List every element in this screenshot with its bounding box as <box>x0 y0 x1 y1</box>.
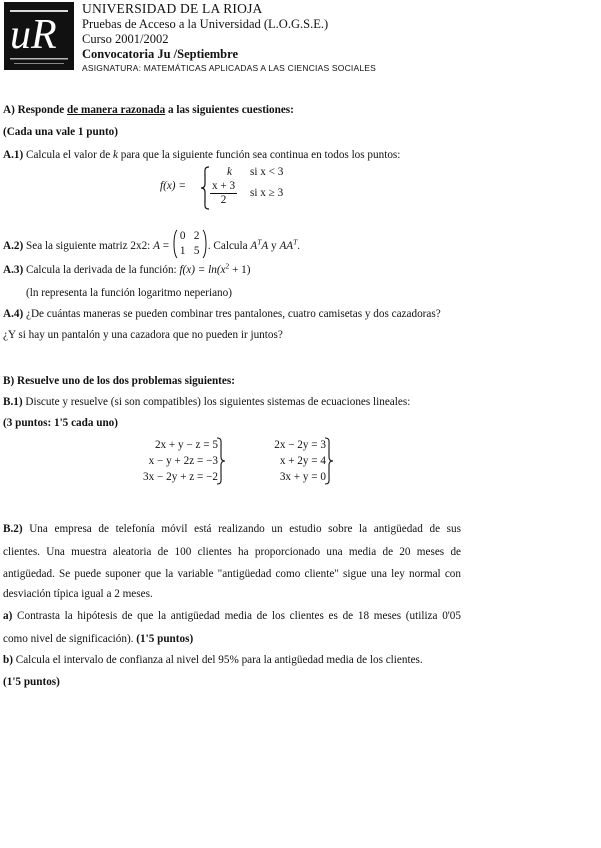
piece1-cond: si x < 3 <box>250 166 284 178</box>
b2-part-a-line1: a) Contrasta la hipótesis de que la antigüedad media de los clientes es de 18 meses (utiliza 0'05 <box>3 610 461 622</box>
system1-eq1: 2x + y − z = 5 <box>154 439 218 451</box>
piece2-fraction: $\frac{x + 3}{2}$ <box>212 180 236 206</box>
system2-eq2: x + 2y = 4 <box>279 455 326 467</box>
question-a1: A.1) Calcula el valor de k para que la siguiente función sea continua en todos los puntos: <box>3 149 401 161</box>
university-logo <box>4 2 74 70</box>
system1-eq3: 3x − 2y + z = −2 <box>143 471 218 483</box>
question-b2-line1: B.2) Una empresa de telefonía móvil está realizando un estudio sobre la antigüedad de sus <box>3 523 461 535</box>
question-a2: A.2) Sea la siguiente matriz 2x2: A = 0 2 1 5 . Calcula $A^TA$ y $AA^T$. <box>3 230 301 257</box>
section-b-heading: B) Resuelve uno de los dos problemas siguientes: <box>3 375 235 387</box>
a3-note: (ln representa la función logaritmo neperiano) <box>26 287 232 299</box>
equation-system-1 <box>118 437 218 485</box>
question-b2-line4: desviación típica igual a 2 meses. <box>3 588 153 600</box>
logo-letters: uR <box>10 12 57 58</box>
header-block <box>82 1 592 74</box>
question-a4-line1: A.4) ¿De cuántas maneras se pueden combinar tres pantalones, cuatro camisetas y dos cazadoras? <box>3 308 441 320</box>
piecewise-function <box>160 166 320 210</box>
question-b2-line2: clientes. Una muestra aleatoria de 100 clientes ha proporcionado una media de 20 meses de <box>3 546 461 558</box>
exam-name: Pruebas de Acceso a la Universidad (L.O.G.S.E.) <box>82 17 329 31</box>
b1-points: (3 puntos: 1'5 cada uno) <box>3 417 119 429</box>
b2-part-b-line1: b) Calcula el intervalo de confianza al nivel del 95% para la antigüedad media de los clientes. <box>3 654 423 666</box>
system2-right-brace <box>324 437 334 485</box>
section-a-heading: A) Responde de manera razonada a las siguientes cuestiones: <box>3 104 294 116</box>
b2-part-b-points: (1'5 puntos) <box>3 676 60 688</box>
system1-right-brace <box>216 437 226 485</box>
piece2-cond: si x ≥ 3 <box>250 187 284 199</box>
question-a3: A.3) Calcula la derivada de la función: $f(x) = \ln(x^2 + 1)$ <box>3 261 251 276</box>
section-a-value-note: (Cada una vale 1 punto) <box>3 126 119 138</box>
equation-system-2 <box>256 437 326 485</box>
system2-eq1: 2x − 2y = 3 <box>274 439 326 451</box>
system1-eq2: x − y + 2z = −3 <box>148 455 218 467</box>
course-year: Curso 2001/2002 <box>82 32 169 46</box>
matrix-a: 0 2 1 5 <box>172 229 208 259</box>
system2-eq3: 3x + y = 0 <box>279 471 326 483</box>
question-a4-line2: ¿Y si hay un pantalón y una cazadora que no pueden ir juntos? <box>3 329 283 341</box>
left-brace <box>200 166 210 210</box>
question-b2-line3: antigüedad. Se puede suponer que la variable "antigüedad como cliente" sigue una ley normal con <box>3 568 461 580</box>
piece1-expr: k <box>227 166 232 178</box>
function-label: f(x) = <box>160 180 186 192</box>
exam-call: Convocatoria Ju /Septiembre <box>82 47 239 61</box>
question-b1: B.1) Discute y resuelve (si son compatibles) los siguientes sistemas de ecuaciones lineales: <box>3 396 411 408</box>
b2-part-a-line2: como nivel de significación). (1'5 puntos) <box>3 633 194 645</box>
subject-line: ASIGNATURA: MATEMÁTICAS APLICADAS A LAS CIENCIAS SOCIALES <box>82 63 377 73</box>
university-name: UNIVERSIDAD DE LA RIOJA <box>82 1 263 16</box>
